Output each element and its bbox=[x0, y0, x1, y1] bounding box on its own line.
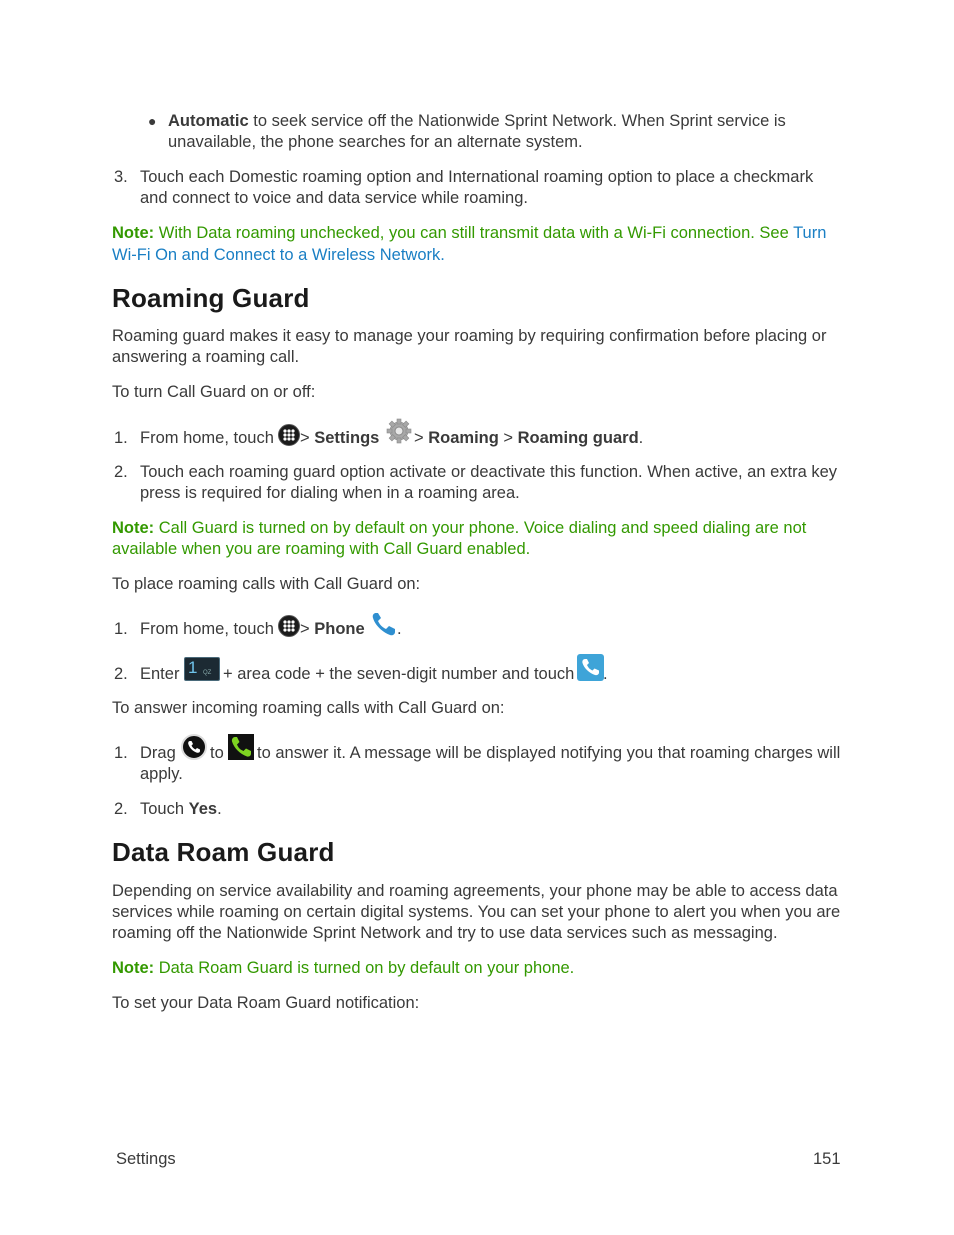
bullet-dot: ● bbox=[148, 113, 157, 129]
wifi-link-part2[interactable]: Wi-Fi On and Connect to a Wireless Network. bbox=[112, 246, 445, 264]
roaming-guard-intro1: Roaming guard makes it easy to manage your roaming by requiring confirmation before placing or bbox=[112, 327, 827, 345]
rg-step2-line1: Touch each roaming guard option activate or deactivate this function. When active, an extra key bbox=[140, 463, 838, 481]
wifi-link-part1[interactable]: Turn bbox=[793, 224, 827, 242]
drg-para-line1: Depending on service availability and roaming agreements, your phone may be able to access data bbox=[112, 882, 838, 900]
phone-icon bbox=[370, 610, 398, 638]
drg-para-line2: services while roaming on certain digital systems. You can set your phone to alert you when you are bbox=[112, 903, 841, 921]
top-bullet-line1: Automatic to seek service off the Nationwide Sprint Network. When Sprint service is bbox=[168, 112, 786, 130]
note2-line1: Note: Call Guard is turned on by default on your phone. Voice dialing and speed dialing are not bbox=[112, 519, 807, 537]
rg-step2-number: 2. bbox=[114, 463, 128, 481]
rg-step1-settings-group: > Settings bbox=[300, 429, 380, 447]
answer-step1-to: to bbox=[210, 744, 224, 762]
keypad-1-icon: 1 QZ bbox=[184, 657, 220, 681]
answer-step2-number: 2. bbox=[114, 800, 128, 818]
place-step2-pre: Enter bbox=[140, 665, 180, 683]
roaming-guard-intro2: answering a roaming call. bbox=[112, 348, 300, 366]
place-step1-end: . bbox=[397, 620, 402, 638]
place-step1-phone: > Phone bbox=[300, 620, 365, 638]
note2-line2: available when you are roaming with Call Guard enabled. bbox=[112, 540, 531, 558]
place-step2-mid: + area code + the seven-digit number and touch bbox=[223, 665, 575, 683]
place-step1-pre: From home, touch bbox=[140, 620, 274, 638]
answer-step1-pre: Drag bbox=[140, 744, 176, 762]
answer-step1-line2: apply. bbox=[140, 765, 183, 783]
place-calls-text: To place roaming calls with Call Guard on: bbox=[112, 575, 421, 593]
apps-icon bbox=[278, 615, 300, 637]
answer-step2-text: Touch Yes. bbox=[140, 800, 222, 818]
gear-icon bbox=[385, 417, 413, 445]
place-step1-number: 1. bbox=[114, 620, 128, 638]
answer-calls-text: To answer incoming roaming calls with Call Guard on: bbox=[112, 699, 505, 717]
step3-number: 3. bbox=[114, 168, 128, 186]
drg-para-line3: roaming off the Nationwide Sprint Network and try to use data services such as messaging. bbox=[112, 924, 778, 942]
set-notification-text: To set your Data Roam Guard notification: bbox=[112, 994, 420, 1012]
drag-handle-icon bbox=[181, 734, 207, 760]
answer-step1-number: 1. bbox=[114, 744, 128, 762]
rg-step1-number: 1. bbox=[114, 429, 128, 447]
footer-section: Settings bbox=[116, 1150, 176, 1168]
turn-on-off-text: To turn Call Guard on or off: bbox=[112, 383, 316, 401]
place-step2-end: . bbox=[603, 665, 608, 683]
step3-line1: Touch each Domestic roaming option and International roaming option to place a checkmark bbox=[140, 168, 814, 186]
call-button-icon bbox=[577, 654, 604, 681]
rg-step2-line2: press is required for dialing when in a roaming area. bbox=[140, 484, 520, 502]
footer-page-number: 151 bbox=[813, 1150, 841, 1168]
data-roam-guard-heading: Data Roam Guard bbox=[112, 837, 335, 867]
roaming-guard-heading: Roaming Guard bbox=[112, 283, 310, 313]
answer-step1-post: to answer it. A message will be displayed notifying you that roaming charges will bbox=[257, 744, 841, 762]
top-bullet-line2: unavailable, the phone searches for an alternate system. bbox=[168, 133, 583, 151]
rg-step1-path: > Roaming > Roaming guard. bbox=[414, 429, 644, 447]
note1-line1: Note: With Data roaming unchecked, you can still transmit data with a Wi-Fi connection. See Turn bbox=[112, 224, 827, 242]
answer-call-icon bbox=[228, 734, 254, 760]
step3-line2: and connect to voice and data service while roaming. bbox=[140, 189, 528, 207]
note3: Note: Data Roam Guard is turned on by default on your phone. bbox=[112, 959, 575, 977]
place-step2-number: 2. bbox=[114, 665, 128, 683]
rg-step1-pre: From home, touch bbox=[140, 429, 274, 447]
apps-icon bbox=[278, 424, 300, 446]
